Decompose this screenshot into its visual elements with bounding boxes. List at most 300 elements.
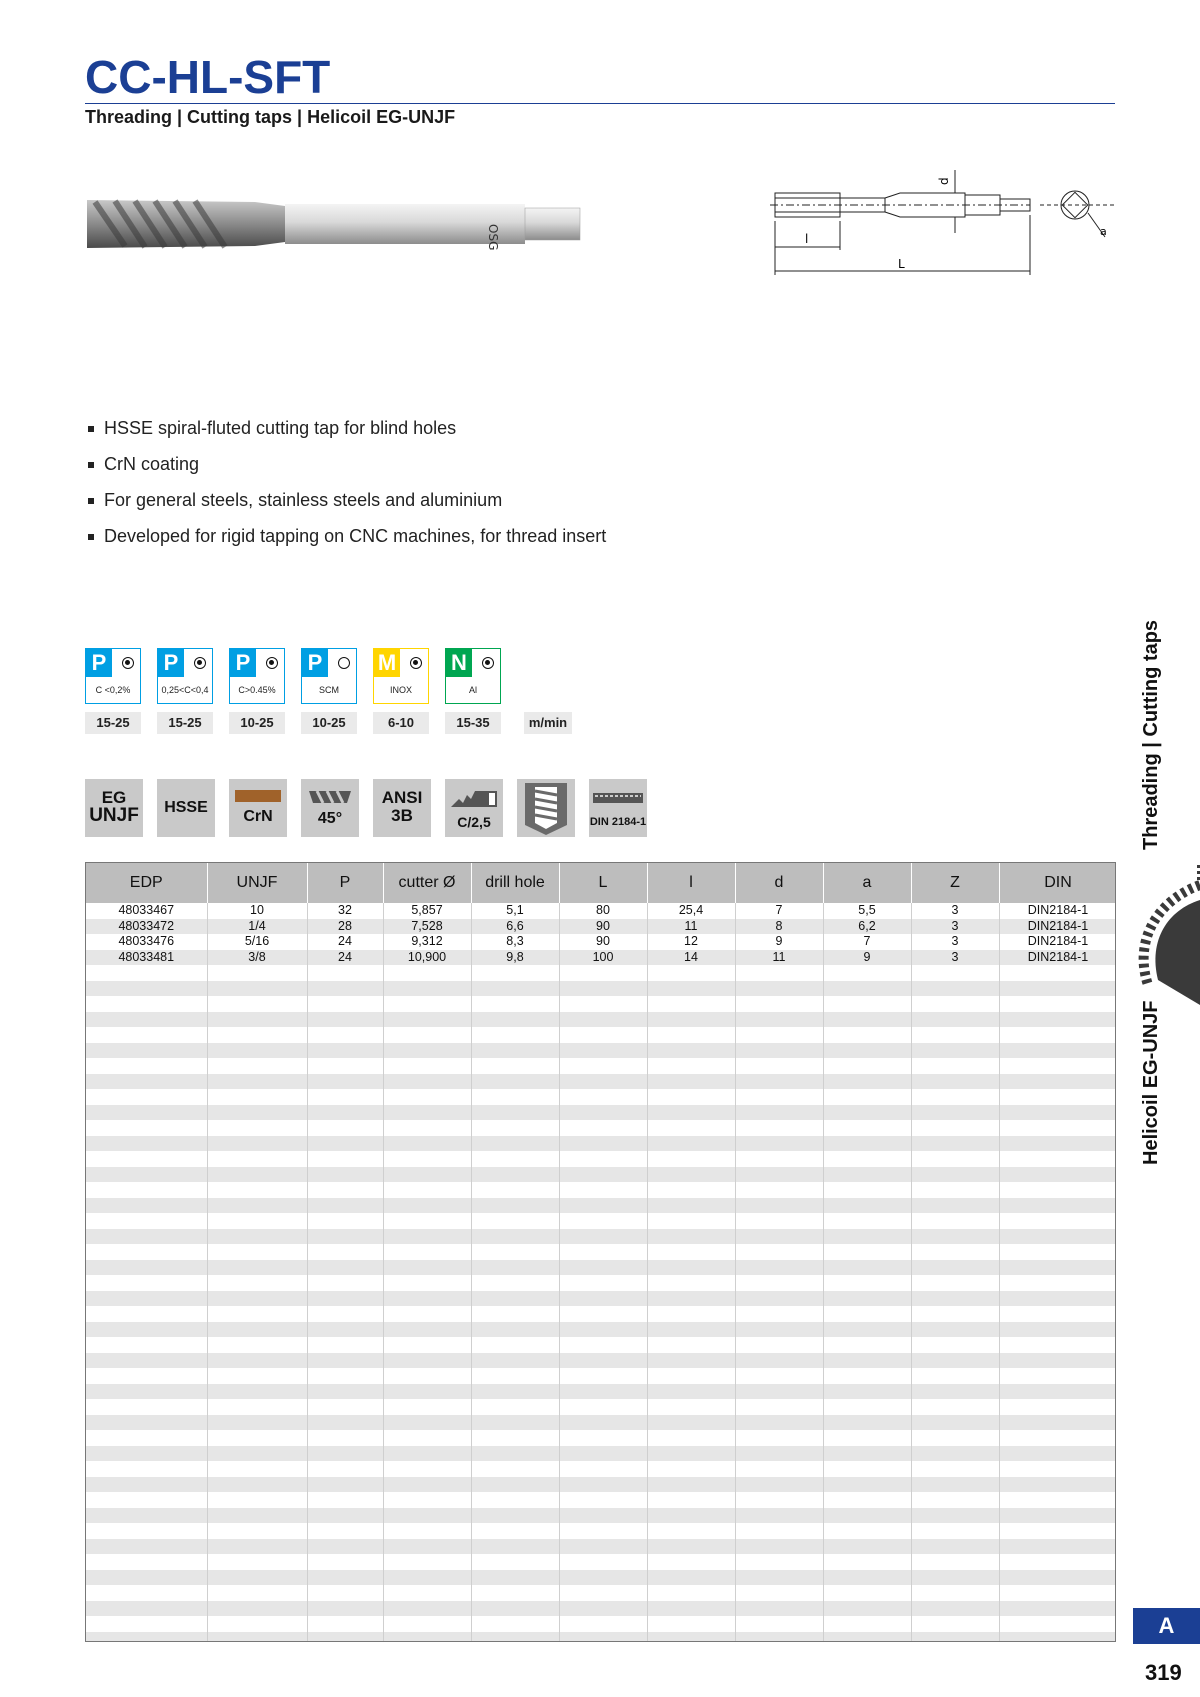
- table-cell: [383, 1585, 471, 1601]
- table-cell: [471, 1601, 559, 1617]
- table-cell: [647, 1337, 735, 1353]
- table-cell: [207, 1523, 307, 1539]
- column-header: Z: [911, 863, 999, 903]
- table-cell: [86, 1384, 207, 1400]
- material-box-5: [445, 648, 501, 704]
- table-cell: [307, 1477, 383, 1493]
- table-cell: [559, 1291, 647, 1307]
- table-cell: 11: [735, 950, 823, 966]
- table-cell: [471, 1523, 559, 1539]
- table-cell: 24: [307, 934, 383, 950]
- table-cell: [823, 1027, 911, 1043]
- drawing-label-a: a: [1100, 225, 1107, 238]
- table-cell: [383, 996, 471, 1012]
- table-cell: [383, 1461, 471, 1477]
- table-cell: [383, 1477, 471, 1493]
- table-cell: [207, 1167, 307, 1183]
- table-cell: [559, 1384, 647, 1400]
- table-cell: [307, 1554, 383, 1570]
- table-cell: [207, 996, 307, 1012]
- table-cell: [471, 1027, 559, 1043]
- table-cell: [471, 1368, 559, 1384]
- table-cell: [86, 965, 207, 981]
- table-cell: [383, 1229, 471, 1245]
- tolerance-icon: ANSI 3B: [373, 779, 431, 837]
- table-cell: [471, 1585, 559, 1601]
- table-cell: [383, 1415, 471, 1431]
- table-cell: [911, 1322, 999, 1338]
- table-cell: [307, 1074, 383, 1090]
- table-cell: [911, 1570, 999, 1586]
- table-cell: [207, 1105, 307, 1121]
- standard-icon: DIN 2184-1: [589, 779, 647, 837]
- table-cell: [559, 1508, 647, 1524]
- product-table: [85, 862, 1116, 1642]
- table-cell: [471, 1275, 559, 1291]
- table-cell: [86, 1089, 207, 1105]
- table-cell: [647, 1446, 735, 1462]
- bullet-icon: [88, 498, 94, 504]
- table-cell: [307, 1322, 383, 1338]
- table-cell: [735, 1306, 823, 1322]
- table-cell: [559, 981, 647, 997]
- table-cell: [911, 1616, 999, 1632]
- empty-table-row: [86, 1570, 1116, 1586]
- table-cell: [559, 1523, 647, 1539]
- table-cell: [911, 1012, 999, 1028]
- table-cell: [999, 1213, 1116, 1229]
- material-letter: P: [302, 649, 328, 677]
- table-cell: [86, 1415, 207, 1431]
- table-cell: [999, 1585, 1116, 1601]
- table-cell: [999, 1136, 1116, 1152]
- table-cell: 5,857: [383, 903, 471, 919]
- table-cell: [86, 1353, 207, 1369]
- table-cell: [471, 1306, 559, 1322]
- table-cell: [307, 1492, 383, 1508]
- table-cell: [471, 1105, 559, 1121]
- table-cell: [911, 1027, 999, 1043]
- table-cell: [911, 996, 999, 1012]
- table-cell: [911, 1306, 999, 1322]
- table-cell: 8,3: [471, 934, 559, 950]
- table-cell: [86, 1570, 207, 1586]
- table-cell: 9: [823, 950, 911, 966]
- table-cell: [307, 1198, 383, 1214]
- table-cell: [823, 1291, 911, 1307]
- empty-table-row: [86, 1260, 1116, 1276]
- table-cell: [647, 1136, 735, 1152]
- material-subtype: Al: [468, 685, 477, 695]
- material-subtype: 0,25<C<0,4: [161, 685, 209, 695]
- table-row: [86, 903, 1116, 919]
- table-cell: 9,312: [383, 934, 471, 950]
- table-cell: 32: [307, 903, 383, 919]
- table-cell: [207, 1120, 307, 1136]
- table-cell: [999, 1120, 1116, 1136]
- table-cell: [823, 996, 911, 1012]
- table-cell: [823, 1043, 911, 1059]
- table-cell: [999, 1399, 1116, 1415]
- table-cell: [823, 1492, 911, 1508]
- table-cell: 9,8: [471, 950, 559, 966]
- table-cell: [647, 1089, 735, 1105]
- table-cell: [999, 1415, 1116, 1431]
- table-cell: [207, 1554, 307, 1570]
- table-cell: [911, 1585, 999, 1601]
- table-cell: [823, 1570, 911, 1586]
- table-cell: [207, 1012, 307, 1028]
- table-cell: [471, 996, 559, 1012]
- table-cell: [999, 1012, 1116, 1028]
- table-cell: [86, 1058, 207, 1074]
- table-cell: [559, 1229, 647, 1245]
- table-cell: [735, 1415, 823, 1431]
- table-cell: [86, 1027, 207, 1043]
- table-cell: [735, 1275, 823, 1291]
- table-cell: [86, 1337, 207, 1353]
- table-cell: [86, 1182, 207, 1198]
- material-box-2: [229, 648, 285, 704]
- table-cell: [735, 1353, 823, 1369]
- table-cell: [647, 1492, 735, 1508]
- table-cell: [207, 981, 307, 997]
- table-cell: [823, 1151, 911, 1167]
- table-cell: [207, 1616, 307, 1632]
- table-cell: [823, 1337, 911, 1353]
- table-cell: [86, 1260, 207, 1276]
- empty-table-row: [86, 1539, 1116, 1555]
- table-cell: [911, 1337, 999, 1353]
- table-cell: [999, 996, 1116, 1012]
- table-cell: [823, 1182, 911, 1198]
- table-cell: [999, 1043, 1116, 1059]
- table-cell: [307, 1089, 383, 1105]
- table-cell: [471, 1167, 559, 1183]
- tool-brand-mark: OSG: [486, 224, 500, 251]
- table-cell: [471, 1120, 559, 1136]
- table-cell: [735, 1198, 823, 1214]
- table-cell: [207, 1027, 307, 1043]
- table-cell: [86, 1306, 207, 1322]
- table-cell: [647, 1198, 735, 1214]
- table-cell: [86, 1554, 207, 1570]
- table-cell: [999, 1446, 1116, 1462]
- table-cell: [383, 1430, 471, 1446]
- table-cell: [559, 1585, 647, 1601]
- column-header: EDP: [86, 863, 207, 903]
- table-cell: [735, 1601, 823, 1617]
- table-cell: [559, 1120, 647, 1136]
- column-header: drill hole: [471, 863, 559, 903]
- table-cell: [647, 1585, 735, 1601]
- table-cell: [735, 1585, 823, 1601]
- table-cell: 5,1: [471, 903, 559, 919]
- empty-table-row: [86, 1384, 1116, 1400]
- table-cell: [735, 1539, 823, 1555]
- table-cell: [911, 1461, 999, 1477]
- table-cell: [647, 1151, 735, 1167]
- table-cell: [647, 981, 735, 997]
- table-cell: 6,6: [471, 919, 559, 935]
- table-cell: [735, 981, 823, 997]
- table-cell: [471, 1446, 559, 1462]
- table-cell: [735, 1043, 823, 1059]
- material-letter: P: [86, 649, 112, 677]
- table-cell: [307, 1306, 383, 1322]
- drawing-label-l: l: [805, 232, 809, 246]
- table-cell: [207, 1570, 307, 1586]
- table-cell: [823, 1089, 911, 1105]
- column-header: P: [307, 863, 383, 903]
- table-cell: [735, 1461, 823, 1477]
- table-cell: [471, 1384, 559, 1400]
- table-cell: [383, 1027, 471, 1043]
- table-cell: 25,4: [647, 903, 735, 919]
- table-cell: [307, 1182, 383, 1198]
- table-row: [86, 919, 1116, 935]
- table-cell: [307, 1461, 383, 1477]
- table-cell: [207, 1384, 307, 1400]
- empty-table-row: [86, 1632, 1116, 1643]
- table-cell: [307, 1446, 383, 1462]
- table-cell: [647, 1461, 735, 1477]
- table-cell: [86, 1244, 207, 1260]
- table-cell: [823, 1058, 911, 1074]
- table-cell: [911, 1105, 999, 1121]
- table-cell: [647, 1074, 735, 1090]
- table-cell: [559, 1306, 647, 1322]
- empty-table-row: [86, 1430, 1116, 1446]
- table-cell: [207, 1415, 307, 1431]
- section-tab[interactable]: A: [1133, 1608, 1200, 1644]
- table-cell: 48033481: [86, 950, 207, 966]
- bullet-icon: [88, 426, 94, 432]
- cutting-speed: 10-25: [229, 712, 285, 734]
- table-cell: [207, 1337, 307, 1353]
- table-cell: [999, 1523, 1116, 1539]
- table-cell: [383, 1539, 471, 1555]
- table-cell: [307, 1415, 383, 1431]
- table-cell: [999, 1368, 1116, 1384]
- empty-table-row: [86, 996, 1116, 1012]
- table-cell: [647, 1632, 735, 1643]
- table-cell: [823, 1461, 911, 1477]
- partial-dot-icon: [338, 657, 350, 669]
- cutting-speed: 15-35: [445, 712, 501, 734]
- thread-form-icon: [517, 779, 575, 837]
- material-box-0: [85, 648, 141, 704]
- table-cell: [307, 1570, 383, 1586]
- table-cell: [383, 1198, 471, 1214]
- table-cell: [471, 1058, 559, 1074]
- table-cell: [559, 1105, 647, 1121]
- table-cell: [823, 1275, 911, 1291]
- table-cell: [383, 1399, 471, 1415]
- material-letter: P: [230, 649, 256, 677]
- table-cell: [559, 1012, 647, 1028]
- empty-table-row: [86, 1461, 1116, 1477]
- table-cell: [307, 1136, 383, 1152]
- table-cell: [823, 1167, 911, 1183]
- table-cell: [86, 1601, 207, 1617]
- thread-type-icon: EG UNJF: [85, 779, 143, 837]
- table-cell: 7: [823, 934, 911, 950]
- table-cell: 24: [307, 950, 383, 966]
- table-cell: [647, 1306, 735, 1322]
- table-cell: [559, 1601, 647, 1617]
- table-cell: [999, 1306, 1116, 1322]
- table-cell: [383, 1105, 471, 1121]
- table-cell: [823, 965, 911, 981]
- table-cell: [471, 1399, 559, 1415]
- table-cell: [307, 1508, 383, 1524]
- suitable-dot-icon: [482, 657, 494, 669]
- table-cell: [647, 996, 735, 1012]
- table-cell: [647, 1430, 735, 1446]
- table-cell: [559, 1167, 647, 1183]
- table-cell: [207, 1353, 307, 1369]
- table-cell: [559, 1275, 647, 1291]
- table-cell: [207, 1306, 307, 1322]
- table-cell: [383, 1291, 471, 1307]
- table-cell: 80: [559, 903, 647, 919]
- table-cell: [207, 1461, 307, 1477]
- table-cell: [823, 1213, 911, 1229]
- table-cell: [471, 1182, 559, 1198]
- table-cell: [911, 1523, 999, 1539]
- table-cell: [207, 1260, 307, 1276]
- table-cell: [999, 1229, 1116, 1245]
- table-cell: 100: [559, 950, 647, 966]
- table-cell: [207, 1601, 307, 1617]
- table-cell: [647, 1213, 735, 1229]
- table-cell: [735, 1322, 823, 1338]
- table-cell: [383, 1601, 471, 1617]
- column-header: DIN: [999, 863, 1116, 903]
- empty-table-row: [86, 1554, 1116, 1570]
- table-cell: DIN2184-1: [999, 934, 1116, 950]
- table-cell: [647, 1322, 735, 1338]
- empty-table-row: [86, 1353, 1116, 1369]
- table-cell: [383, 1523, 471, 1539]
- table-cell: [383, 1058, 471, 1074]
- table-cell: [647, 1616, 735, 1632]
- cutting-speed: 15-25: [85, 712, 141, 734]
- table-cell: [86, 1446, 207, 1462]
- empty-table-row: [86, 1337, 1116, 1353]
- empty-table-row: [86, 1074, 1116, 1090]
- empty-table-row: [86, 1508, 1116, 1524]
- table-cell: [999, 1477, 1116, 1493]
- table-cell: [307, 1012, 383, 1028]
- table-cell: [735, 1570, 823, 1586]
- table-cell: [86, 1508, 207, 1524]
- table-cell: [307, 1229, 383, 1245]
- table-cell: [307, 981, 383, 997]
- title-rule: [85, 103, 1115, 104]
- table-cell: [647, 1415, 735, 1431]
- table-cell: [911, 1368, 999, 1384]
- side-product-label: Helicoil EG-UNJF: [1140, 1000, 1162, 1165]
- table-cell: [999, 1151, 1116, 1167]
- table-cell: [307, 1523, 383, 1539]
- table-cell: [559, 1198, 647, 1214]
- bullet-icon: [88, 462, 94, 468]
- empty-table-row: [86, 1198, 1116, 1214]
- table-cell: [647, 1353, 735, 1369]
- table-cell: [647, 1368, 735, 1384]
- table-cell: [307, 1632, 383, 1643]
- table-cell: [559, 1337, 647, 1353]
- table-cell: [999, 1198, 1116, 1214]
- table-cell: [559, 1353, 647, 1369]
- feature-item: For general steels, stainless steels and aluminium: [88, 482, 606, 518]
- table-cell: [999, 965, 1116, 981]
- table-cell: [911, 1229, 999, 1245]
- empty-table-row: [86, 1027, 1116, 1043]
- table-cell: [823, 1632, 911, 1643]
- table-cell: [471, 1492, 559, 1508]
- table-cell: [307, 1616, 383, 1632]
- table-cell: [383, 1136, 471, 1152]
- table-cell: [999, 1430, 1116, 1446]
- blind-hole-icon: [517, 779, 575, 837]
- bullet-icon: [88, 534, 94, 540]
- table-cell: [471, 981, 559, 997]
- table-cell: [823, 1198, 911, 1214]
- table-cell: [559, 1477, 647, 1493]
- table-cell: [471, 1260, 559, 1276]
- table-cell: [999, 1058, 1116, 1074]
- table-cell: [383, 1043, 471, 1059]
- table-cell: [86, 1167, 207, 1183]
- table-cell: [999, 1027, 1116, 1043]
- table-cell: [911, 1508, 999, 1524]
- table-cell: [86, 1461, 207, 1477]
- table-cell: [383, 1384, 471, 1400]
- table-cell: DIN2184-1: [999, 950, 1116, 966]
- column-header: d: [735, 863, 823, 903]
- table-cell: [823, 1353, 911, 1369]
- table-cell: [383, 981, 471, 997]
- table-cell: [647, 1244, 735, 1260]
- chamfer-icon: C/2,5: [445, 779, 503, 837]
- table-cell: [471, 1043, 559, 1059]
- table-cell: [207, 1182, 307, 1198]
- empty-table-row: [86, 1089, 1116, 1105]
- table-body: [86, 903, 1116, 1642]
- table-cell: [647, 1291, 735, 1307]
- table-cell: [559, 1632, 647, 1643]
- table-cell: [735, 1136, 823, 1152]
- column-header: l: [647, 863, 735, 903]
- table-cell: [559, 1182, 647, 1198]
- table-cell: 5/16: [207, 934, 307, 950]
- table-cell: [383, 1089, 471, 1105]
- table-cell: [999, 1182, 1116, 1198]
- table-cell: 90: [559, 934, 647, 950]
- table-cell: [307, 1430, 383, 1446]
- table-cell: [735, 1105, 823, 1121]
- table-cell: 11: [647, 919, 735, 935]
- table-cell: 48033476: [86, 934, 207, 950]
- table-cell: [999, 1167, 1116, 1183]
- column-header: L: [559, 863, 647, 903]
- table-cell: [86, 1477, 207, 1493]
- helix-icon: [307, 789, 353, 805]
- table-cell: [999, 1337, 1116, 1353]
